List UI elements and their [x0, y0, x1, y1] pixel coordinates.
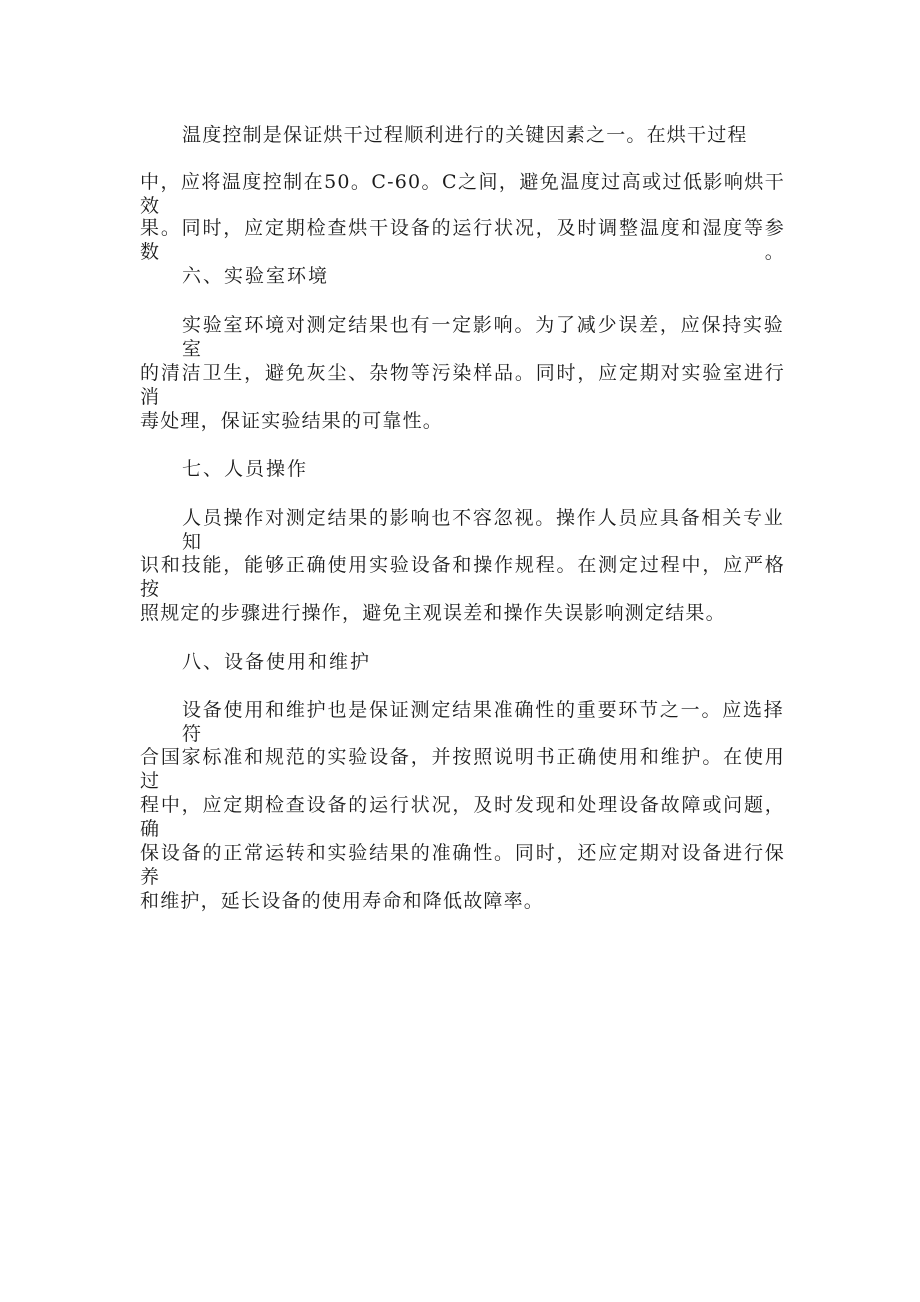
paragraph-line: 设备使用和维护也是保证测定结果准确性的重要环节之一。应选择符: [182, 699, 784, 745]
paragraph-line: 中，应将温度控制在50。C-60。C之间，避免温度过高或过低影响烘干效: [140, 171, 785, 217]
paragraph-line: 的清洁卫生，避免灰尘、杂物等污染样品。同时，应定期对实验室进行消: [140, 362, 785, 408]
paragraph-line: 保设备的正常运转和实验结果的准确性。同时，还应定期对设备进行保养: [140, 842, 785, 888]
paragraph-line: 实验室环境对测定结果也有一定影响。为了减少误差，应保持实验室: [182, 314, 784, 360]
paragraph-line: 合国家标准和规范的实验设备，并按照说明书正确使用和维护。在使用过: [140, 746, 785, 792]
paragraph-line: 程中，应定期检查设备的运行状况，及时发现和处理设备故障或问题，确: [140, 794, 785, 840]
section-heading: 七、人员操作: [182, 458, 309, 480]
paragraph-line: 果。同时，应定期检查烘干设备的运行状况，及时调整温度和湿度等参数。: [140, 217, 785, 263]
paragraph-line: 和维护，延长设备的使用寿命和降低故障率。: [140, 890, 545, 912]
paragraph-line: 温度控制是保证烘干过程顺利进行的关键因素之一。在烘干过程: [182, 124, 748, 146]
section-heading: 八、设备使用和维护: [182, 651, 372, 673]
paragraph-line: 照规定的步骤进行操作，避免主观误差和操作失误影响测定结果。: [140, 602, 726, 624]
paragraph-line: 毒处理，保证实验结果的可靠性。: [140, 410, 444, 432]
paragraph-line: 识和技能，能够正确使用实验设备和操作规程。在测定过程中，应严格按: [140, 554, 785, 600]
section-heading: 六、实验室环境: [182, 265, 330, 287]
paragraph-line: 人员操作对测定结果的影响也不容忽视。操作人员应具备相关专业知: [182, 507, 784, 553]
